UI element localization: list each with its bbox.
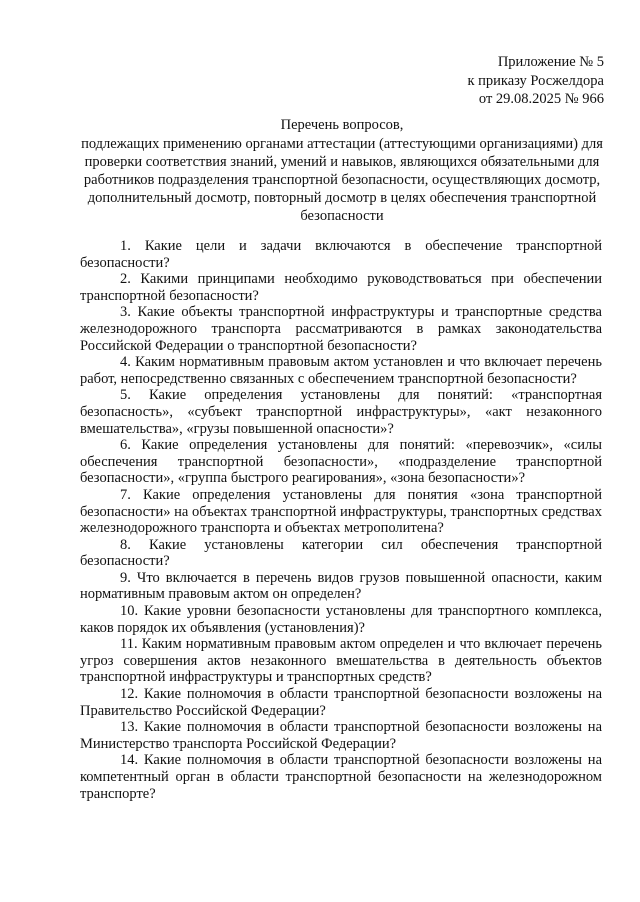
question-item: 11. Каким нормативным правовым актом определен и что включает перечень угроз совершения актов незаконного вмешательства в деятельность объектов транспортной инфраструктуры и транспортных средств? — [80, 636, 602, 686]
question-item: 10. Какие уровни безопасности установлены для транспортного комплекса, каков порядок их объявления (установления)? — [80, 603, 602, 636]
document-title — [76, 116, 608, 225]
question-item: 5. Какие определения установлены для понятий: «транспортная безопасность», «субъект транспортной инфраструктуры», «акт незаконного вмешательства», «грузы повышенной опасности»? — [80, 387, 602, 437]
question-item: 3. Какие объекты транспортной инфраструктуры и транспортные средства железнодорожного транспорта рассматриваются в рамках законодательства Российской Федерации о транспортной безопасности? — [80, 304, 602, 354]
question-item: 7. Какие определения установлены для понятия «зона транспортной безопасности» на объектах транспортной инфраструктуры, транспортных средствах железнодорожного транспорта и объектах метрополитена? — [80, 486, 602, 537]
question-item: 12. Какие полномочия в области транспортной безопасности возложены на Правительство Российской Федерации? — [80, 686, 602, 719]
title-subtitle: подлежащих применению органами аттестации (аттестующими организациями) для проверки соответствия знаний, умений и навыков, являющихся обязательными для работников подразделения транспортной безопасности, осуществляющих досмотр, дополнительный досмотр, повторный досмотр в целях обеспечения транспортной безопасности — [81, 136, 603, 224]
question-item: 2. Какими принципами необходимо руководствоваться при обеспечении транспортной безопасности? — [80, 271, 602, 304]
question-item: 14. Какие полномочия в области транспортной безопасности возложены на компетентный орган в области транспортной безопасности на железнодорожном транспорте? — [80, 752, 602, 802]
question-item: 8. Какие установлены категории сил обеспечения транспортной безопасности? — [80, 536, 602, 570]
question-item: 4. Каким нормативным правовым актом установлен и что включает перечень работ, непосредственно связанных с обеспечением транспортной безопасности? — [80, 354, 602, 387]
question-item: 6. Какие определения установлены для понятий: «перевозчик», «силы обеспечения транспортной безопасности», «подразделение транспортной безопасности», «группа быстрого реагирования», «зона безопасности»? — [80, 437, 602, 487]
appendix-header — [467, 53, 604, 109]
question-item: 13. Какие полномочия в области транспортной безопасности возложены на Министерство транспорта Российской Федерации? — [80, 719, 602, 752]
questions-list — [80, 238, 602, 802]
appendix-order-ref: к приказу Росжелдора — [467, 72, 604, 89]
appendix-number: Приложение № 5 — [497, 54, 604, 70]
question-item: 9. Что включается в перечень видов грузов повышенной опасности, каким нормативным правовым актом он определен? — [80, 569, 602, 603]
title-heading: Перечень вопросов, — [280, 117, 404, 133]
question-item: 1. Какие цели и задачи включаются в обеспечение транспортной безопасности? — [80, 238, 602, 271]
appendix-order-date: от 29.08.2025 № 966 — [478, 91, 604, 107]
